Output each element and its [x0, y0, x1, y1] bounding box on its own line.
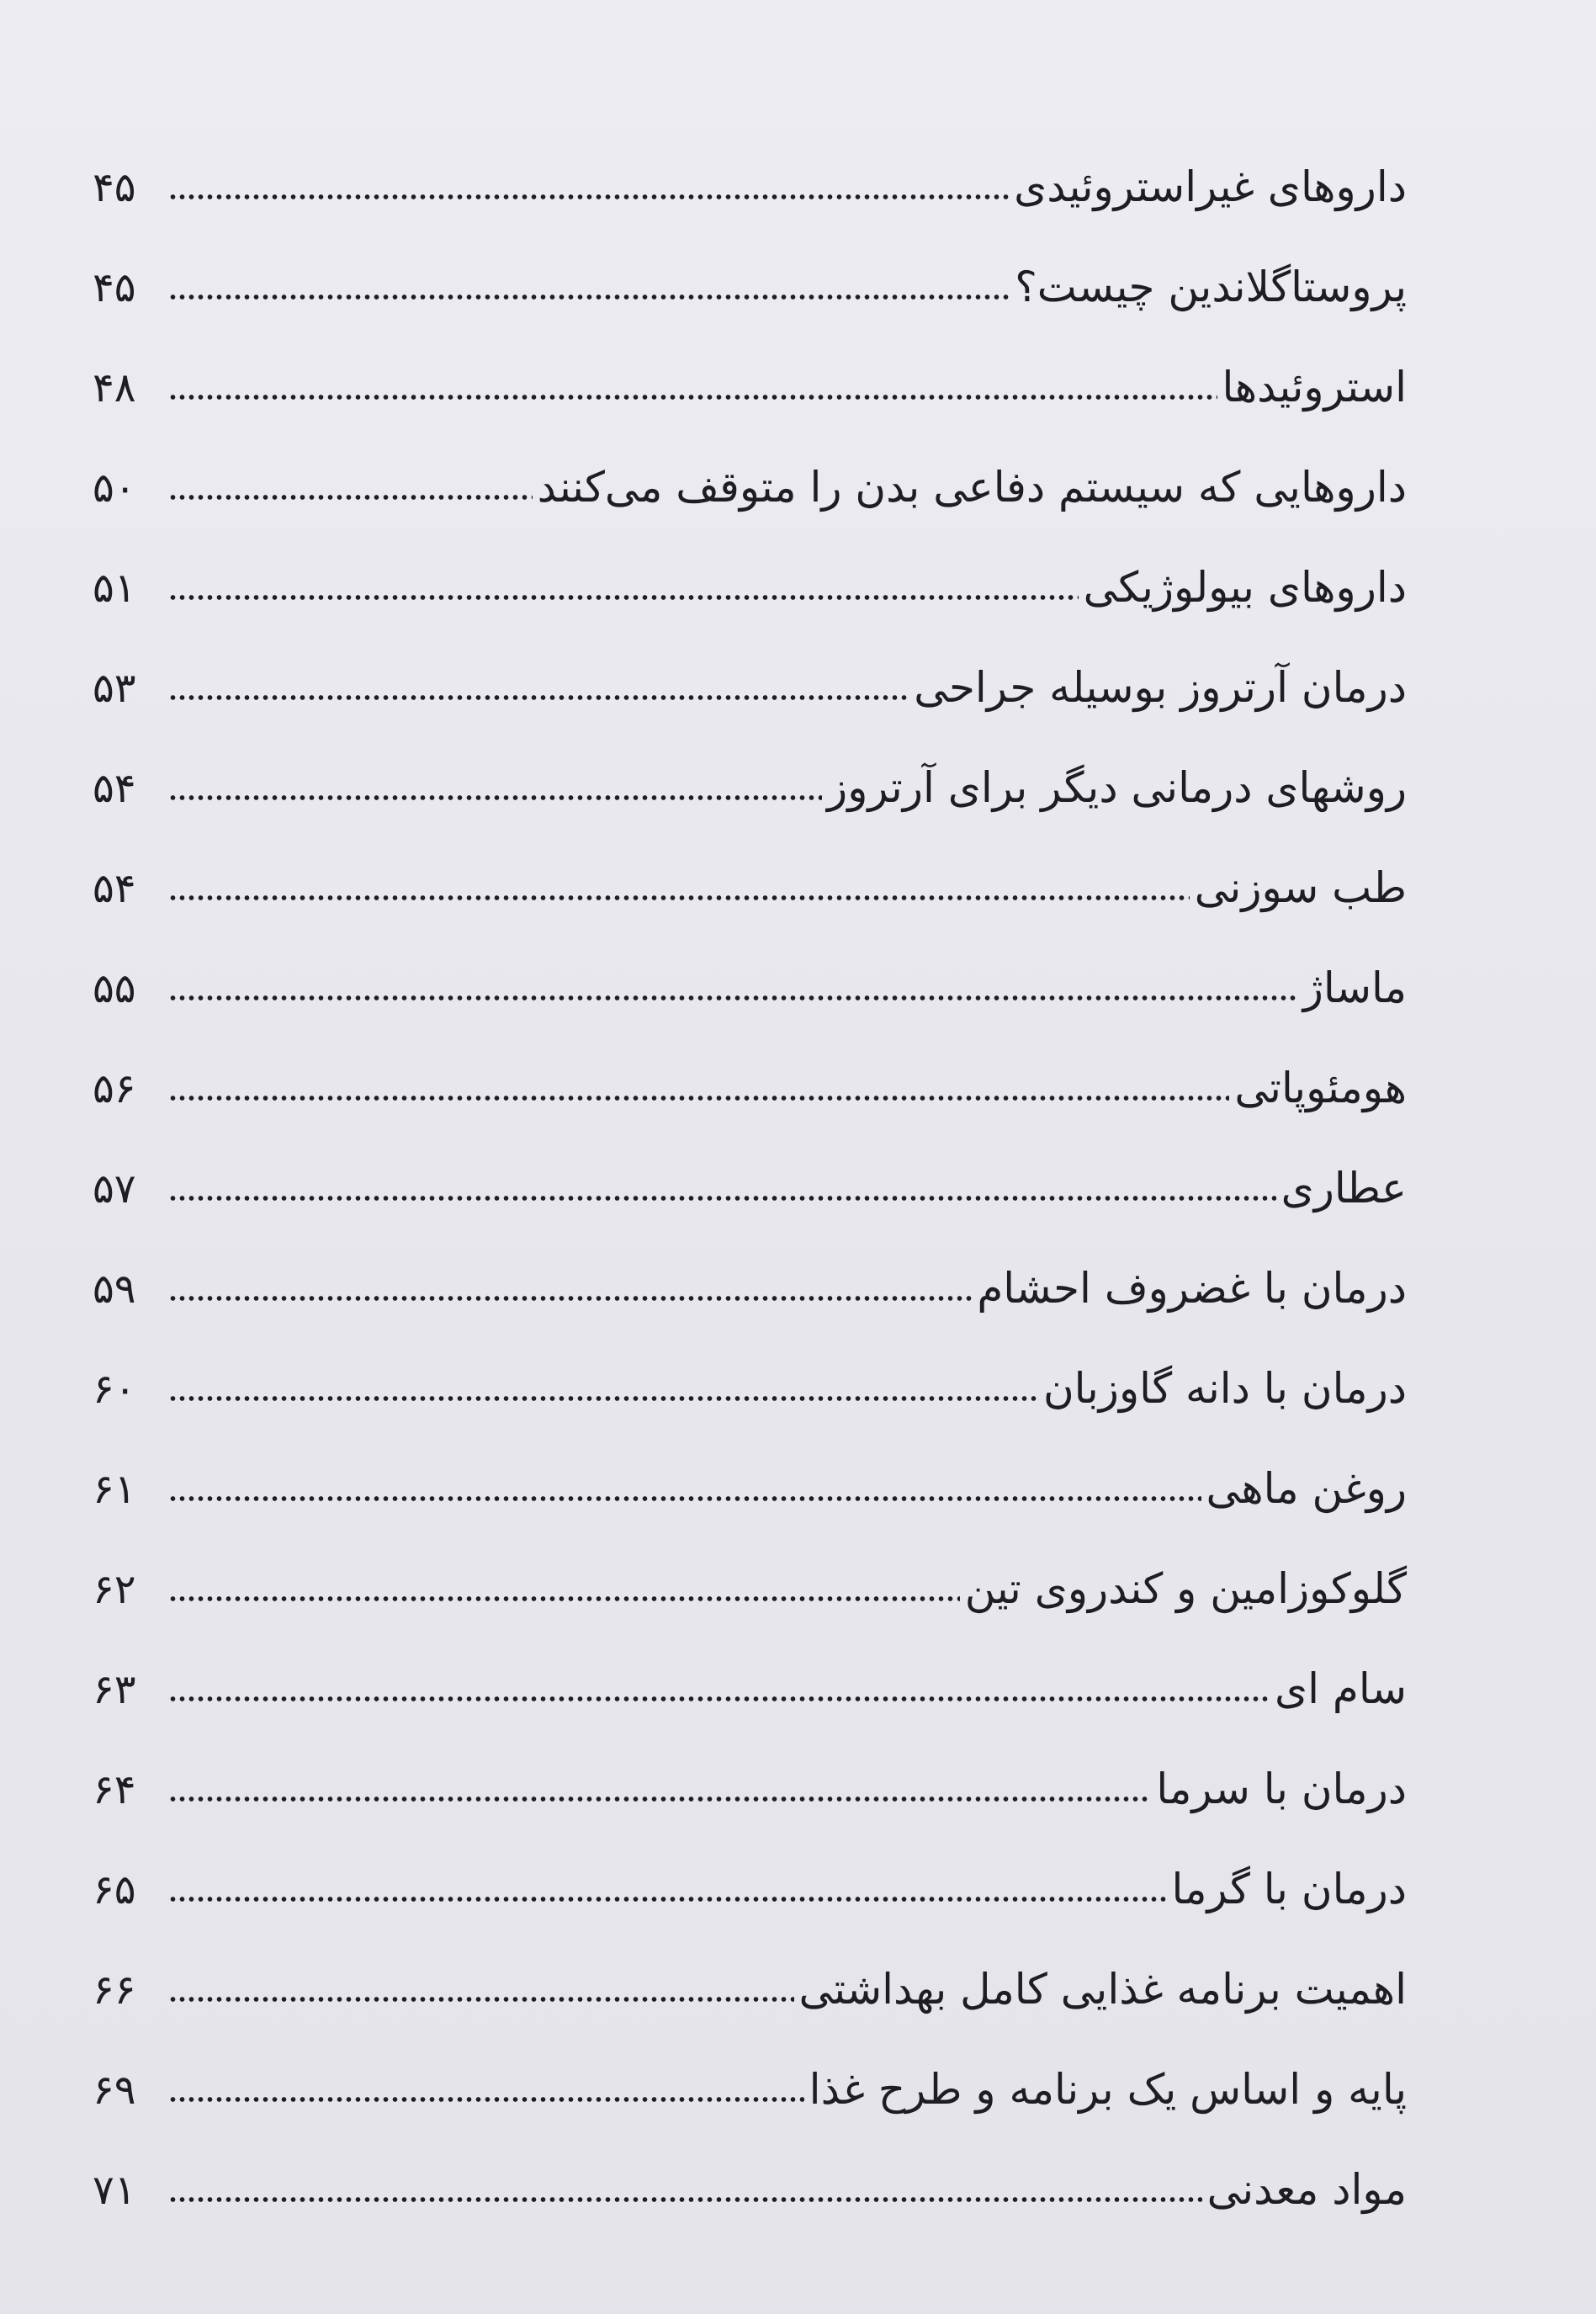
toc-entry: [93, 527, 1407, 627]
toc-entry-title: گلوکوزامین و کندروی تین: [964, 1564, 1407, 1613]
toc-entry: [93, 1728, 1407, 1828]
dot-leader: [168, 1494, 1201, 1503]
toc-entry-title: روغن ماهی: [1206, 1464, 1407, 1513]
toc-entry-page: ۵۷: [93, 1165, 136, 1213]
toc-entry: [93, 126, 1407, 226]
toc-entry-page: ۶۰: [93, 1366, 136, 1413]
toc-entry: [93, 627, 1407, 727]
toc-entry: [93, 427, 1407, 527]
toc-entry: [93, 927, 1407, 1027]
dot-leader: [168, 793, 822, 802]
toc-entry: [93, 1128, 1407, 1228]
toc-entry: [93, 1228, 1407, 1328]
toc-entry-title: پایه و اساس یک برنامه و طرح غذا: [809, 2065, 1407, 2114]
toc-entry-page: ۵۴: [93, 765, 136, 812]
toc-entry-page: ۷۱: [93, 2167, 136, 2214]
toc-entry-page: ۵۱: [93, 565, 136, 612]
toc-entry-page: ۶۹: [93, 2067, 136, 2114]
toc-entry-title: مواد معدنی: [1206, 2165, 1407, 2214]
toc-entry: [93, 226, 1407, 326]
toc-entry-title: درمان با گرما: [1171, 1865, 1407, 1913]
dot-leader: [168, 293, 1010, 301]
toc-entry-title: ماساژ: [1302, 963, 1407, 1012]
dot-leader: [168, 2095, 804, 2104]
toc-entry-title: درمان با دانه گاوزبان: [1042, 1364, 1407, 1413]
toc-entry-title: داروهای غیراستروئیدی: [1014, 162, 1407, 211]
toc-entry-title: عطاری: [1281, 1164, 1407, 1213]
toc-entry-page: ۵۵: [93, 965, 136, 1012]
toc-entry-page: ۶۳: [93, 1666, 136, 1713]
toc-entry-page: ۵۹: [93, 1266, 136, 1313]
dot-leader: [168, 1795, 1151, 1803]
toc-entry-page: ۴۵: [93, 164, 136, 211]
dot-leader: [168, 693, 909, 702]
toc-entry-title: درمان آرتروز بوسیله جراحی: [914, 663, 1407, 712]
toc-entry-page: ۵۴: [93, 865, 136, 912]
toc-entry-page: ۶۱: [93, 1466, 136, 1513]
toc-entry-page: ۴۵: [93, 264, 136, 311]
toc-entry: [93, 1628, 1407, 1728]
dot-leader: [168, 994, 1298, 1002]
toc-entry-title: درمان با سرما: [1156, 1765, 1407, 1813]
toc-entry: [93, 2129, 1407, 2229]
toc-entry: [93, 1528, 1407, 1628]
dot-leader: [168, 1194, 1276, 1202]
dot-leader: [168, 393, 1217, 401]
dot-leader: [168, 593, 1079, 602]
toc-entry: [93, 1428, 1407, 1528]
toc-entry: [93, 1328, 1407, 1428]
toc-entry: [93, 827, 1407, 927]
toc-entry: [93, 727, 1407, 827]
dot-leader: [168, 493, 533, 502]
toc-entry-page: ۶۲: [93, 1566, 136, 1613]
toc-entry-title: استروئیدها: [1222, 363, 1407, 411]
dot-leader: [168, 1294, 972, 1303]
dot-leader: [168, 1695, 1270, 1703]
dot-leader: [168, 1995, 794, 2004]
toc-entry-page: ۴۸: [93, 364, 136, 411]
toc-entry-page: ۶۶: [93, 1966, 136, 2014]
toc-entry-title: طب سوزنی: [1194, 863, 1407, 912]
toc-entry-title: سام ای: [1274, 1664, 1407, 1713]
toc-entry-title: داروهای بیولوژیکی: [1083, 563, 1407, 612]
toc-entry-page: ۶۴: [93, 1766, 136, 1813]
toc-entry-title: اهمیت برنامه غذایی کامل بهداشتی: [798, 1965, 1407, 2014]
toc-entry: [93, 1027, 1407, 1128]
dot-leader: [168, 1895, 1167, 1903]
dot-leader: [168, 1094, 1229, 1102]
dot-leader: [168, 2195, 1202, 2204]
toc-entry: [93, 2029, 1407, 2129]
toc-entry: [93, 1929, 1407, 2029]
toc-entry-page: ۵۶: [93, 1065, 136, 1112]
table-of-contents: [93, 126, 1407, 2229]
toc-entry-page: ۵۰: [93, 464, 136, 512]
toc-entry-title: روشهای درمانی دیگر برای آرتروز: [827, 763, 1407, 812]
dot-leader: [168, 1595, 960, 1603]
dot-leader: [168, 894, 1190, 902]
toc-entry-title: هومئوپاتی: [1234, 1064, 1407, 1112]
toc-entry-title: پروستاگلاندین چیست؟: [1015, 263, 1407, 311]
toc-entry: [93, 326, 1407, 427]
dot-leader: [168, 193, 1009, 201]
toc-entry-title: داروهایی که سیستم دفاعی بدن را متوقف می‌کنند: [537, 463, 1407, 512]
toc-entry-page: ۵۳: [93, 665, 136, 712]
toc-entry: [93, 1828, 1407, 1929]
dot-leader: [168, 1394, 1038, 1403]
toc-entry-page: ۶۵: [93, 1866, 136, 1913]
toc-entry-title: درمان با غضروف احشام: [977, 1264, 1407, 1313]
